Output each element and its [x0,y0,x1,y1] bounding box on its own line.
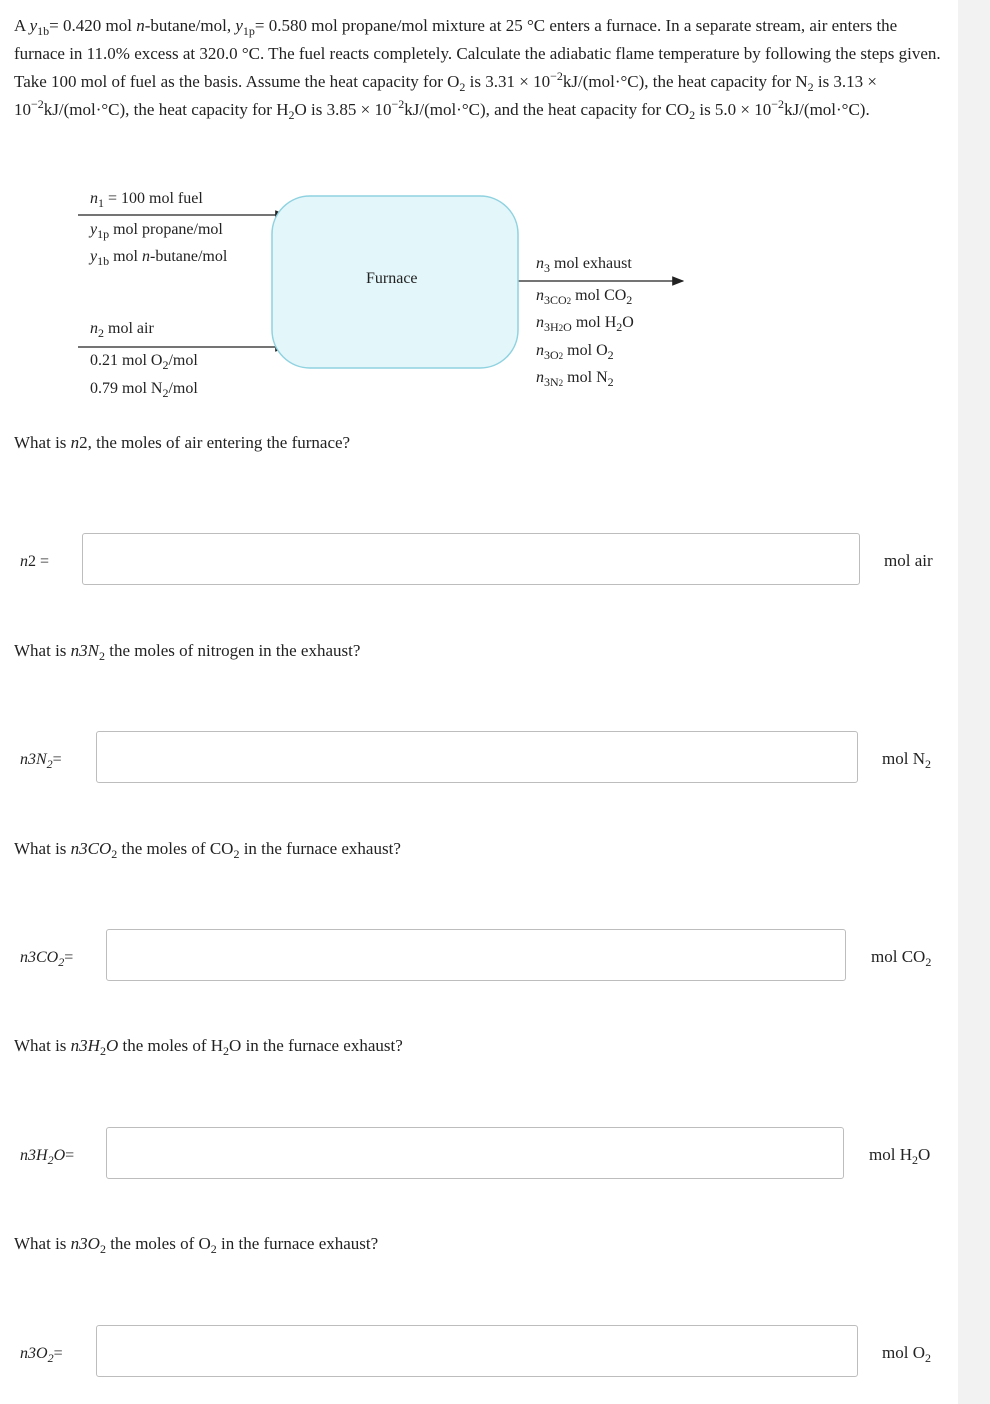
n3h2o-unit-label: mol $H_2O$ [869,1145,931,1167]
n3n2-answer-input[interactable] [96,731,858,783]
n3o2-variable-label: $n3O_2=$ [20,1345,63,1365]
n3co2-variable-label: $n3CO_2=$ [20,949,74,969]
n2-variable-label: n2 = [20,553,50,570]
n3co2-unit-label: mol $CO_2$ [871,947,932,969]
n3h2o-answer-input[interactable] [106,1127,844,1179]
n2-answer-input[interactable] [82,533,860,585]
question-n3o2: What is $n3O_2$ the moles of $O_2$ in the furnace exhaust? [14,1234,379,1256]
question-n2: What is n2, the moles of air entering the furnace? [14,433,351,452]
furnace-label: Furnace [366,270,418,287]
process-flow-diagram [0,180,720,410]
question-n3co2: What is $n3CO_2$ the moles of $CO_2$ in the furnace exhaust? [14,839,401,861]
scrollbar-track[interactable] [958,0,990,1404]
n3o2-answer-input[interactable] [96,1325,858,1377]
propane-fraction-label: $y_{1p}$ mol propane/mol [90,221,223,241]
exhaust-n2-label: $n_{3N2}$ mol $N_2$ [536,369,614,389]
exhaust-co2-label: $n_{3CO2}$ mol $CO_2$ [536,287,633,307]
n3n2-unit-label: mol $N_2$ [882,749,931,771]
fuel-flow-label: $n_1 = 100$ mol fuel [90,190,203,210]
nitrogen-fraction-label: 0.79 mol $N_2$/mol [90,380,198,400]
n3n2-variable-label: $n3N_2=$ [20,751,62,771]
exhaust-h2o-label: $n_{3H2O}$ mol $H_2O$ [536,314,634,334]
butane-fraction-label: $y_{1b}$ mol n-butane/mol [90,248,228,268]
n3co2-answer-input[interactable] [106,929,846,981]
exhaust-o2-label: $n_{3O2}$ mol $O_2$ [536,342,614,362]
air-flow-label: $n_2$ mol air [90,320,154,340]
n3o2-unit-label: mol $O_2$ [882,1343,931,1365]
question-n3n2: What is $n3N_2$ the moles of nitrogen in the exhaust? [14,641,361,663]
exhaust-flow-label: $n_3$ mol exhaust [536,255,632,275]
oxygen-fraction-label: 0.21 mol $O_2$/mol [90,352,198,372]
problem-statement: A $y_{1b}= 0.420$ mol n-butane/mol, $y_{1p}= 0.580$ mol propane/mol mixture at 25 °C enters a furnace. In a separate stream, air enters the furnace in 11.0% excess at 320.0 °C. The fuel reacts completely. Calculate the adiabatic flame temperature by following the steps given. Take 100 mol of fuel as the basis. Assume the heat capacity for $O_2$ is $3.31 \times 10^{-2}kJ/(mol\cdot^\circ C)$, the heat capacity for $N_2$ is $3.13 \times 10^{-2}kJ/(mol\cdot^\circ C)$, the heat capacity for $H_2O$ is $3.85 \times 10^{-2}kJ/(mol\cdot^\circ C)$, and the heat capacity for $CO_2$ is $5.0 \times 10^{-2}kJ/(mol\cdot^\circ C)$. [14,16,941,122]
n2-unit-label: mol air [884,551,933,570]
n3h2o-variable-label: $n3H_2O=$ [20,1147,75,1167]
question-n3h2o: What is $n3H_2O$ the moles of $H_2O$ in the furnace exhaust? [14,1036,403,1058]
